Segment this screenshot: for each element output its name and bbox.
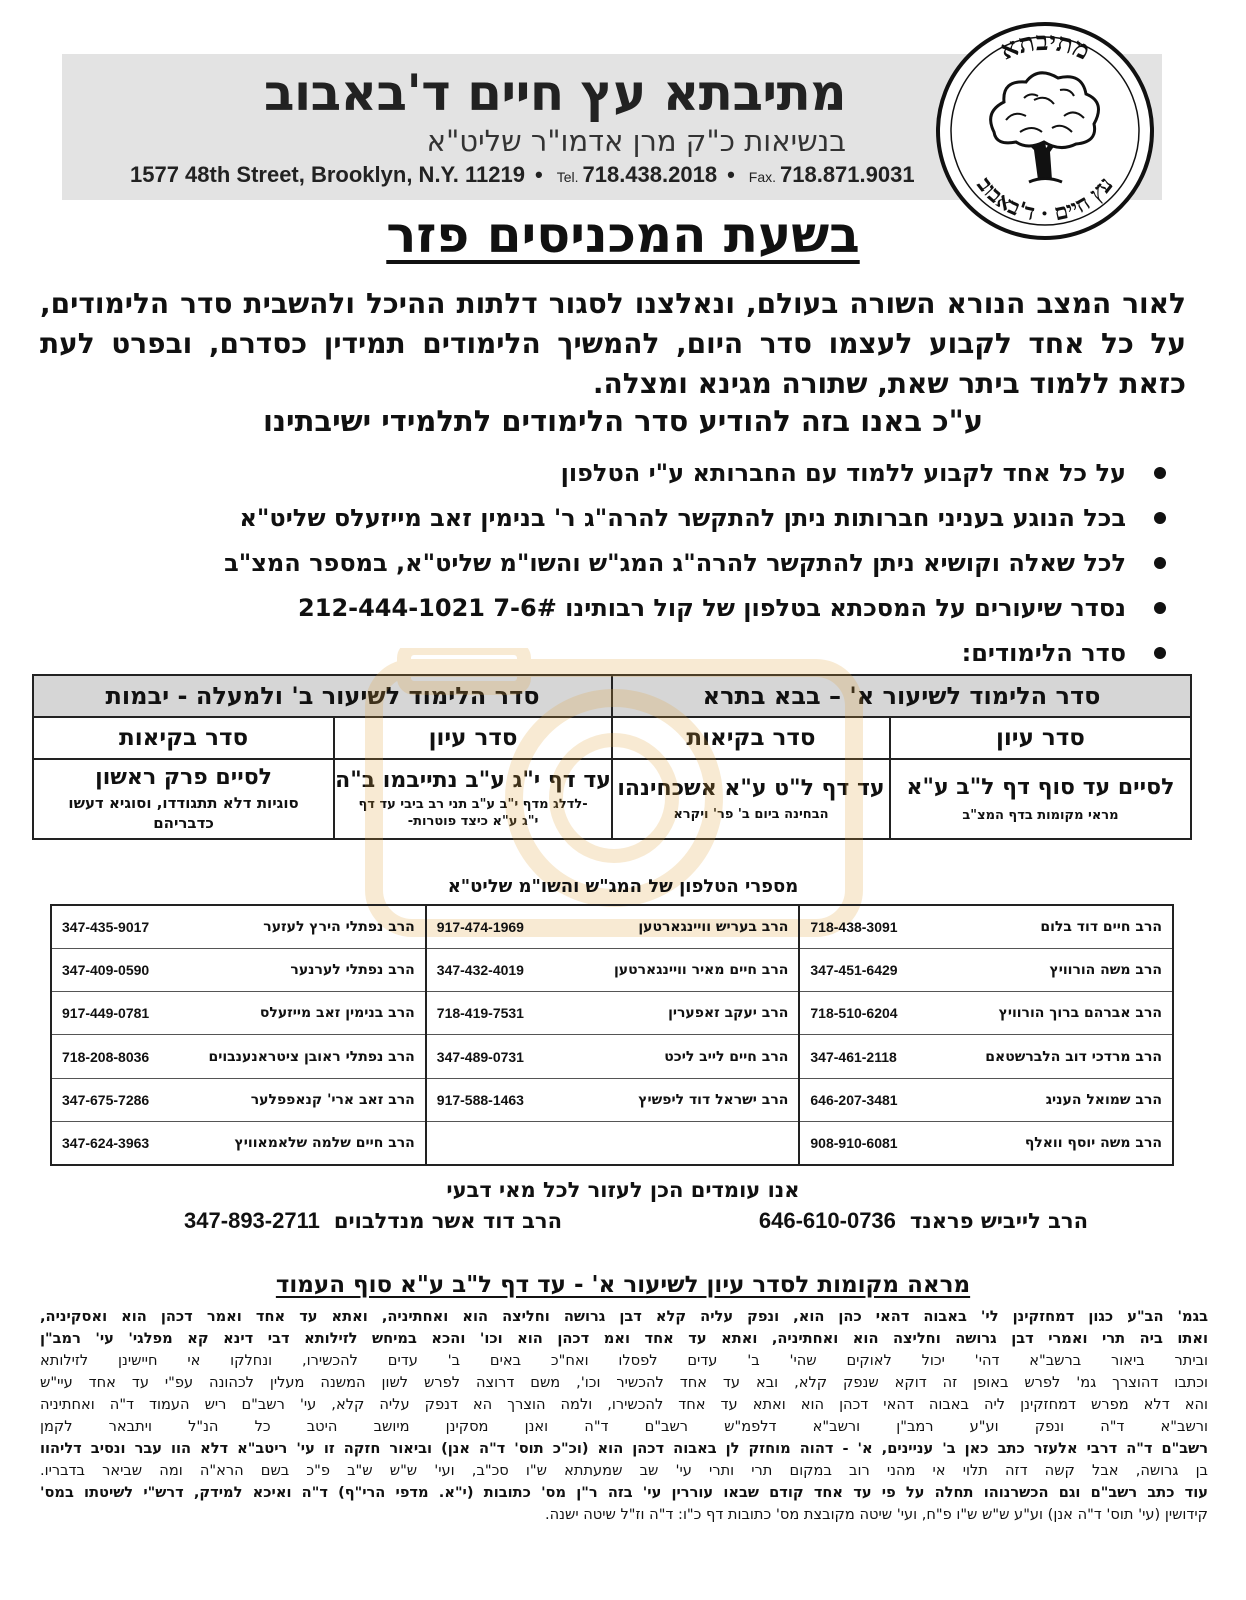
schedule-table xyxy=(32,674,1192,840)
bullet-dot-icon xyxy=(1154,602,1166,614)
phone-number: 718-510-6204 xyxy=(799,992,948,1035)
contact-name: הרב לייביש פראנד xyxy=(909,1209,1088,1233)
rabbi-name: הרב משה יוסף וואלף xyxy=(1024,1134,1162,1151)
phone-number: 347-675-7286 xyxy=(51,1078,201,1121)
help-text: אנו עומדים הכן לעזור לכל מאי דבעי xyxy=(446,1178,800,1202)
rabbi-name: הרב חיים מאיר וויינגארטען xyxy=(575,949,799,992)
b-bekiyus-main: לסיים פרק ראשון xyxy=(95,765,272,790)
bullet-dot-icon xyxy=(1154,557,1166,569)
phone-number: 718-419-7531 xyxy=(426,992,575,1035)
contact-phone: 347-893-2711 xyxy=(184,1208,320,1233)
source-line: ורשב"א ד"ה ונפק וע"ע רמב"ן ורשב"א דלפמ"ש רשב"ם ד"ה ואנן מסקינן מיושב היטב כל הנ"ל ויתבאר לקמן xyxy=(40,1418,1208,1435)
bullet-list xyxy=(96,450,1176,675)
org-name: מתיבתא עץ חיים ד'באבוב xyxy=(263,64,846,122)
rabbi-name: הרב נפתלי ראובן ציטראנענבוים xyxy=(201,1035,425,1078)
phone-number: 347-624-3963 xyxy=(62,1134,150,1151)
a-bekiyus-note: הבחינה ביום ב' פר' ויקרא xyxy=(673,806,829,822)
a-iyun-note: מראי מקומות בדף המצ"ב xyxy=(962,807,1119,823)
logo-bottom-text: עץ חיים · ד'באבוב xyxy=(971,172,1119,228)
contact-name: הרב דוד אשר מנדלבוים xyxy=(333,1209,562,1233)
org-subtitle: בנשיאות כ"ק מרן אדמו"ר שליט"א xyxy=(426,124,846,158)
rabbi-name: הרב ישראל דוד ליפשיץ xyxy=(575,1078,799,1121)
table-row xyxy=(51,905,1173,949)
phone-number: 718-438-3091 xyxy=(799,905,948,949)
intro-paragraph xyxy=(40,284,1186,404)
phones-table xyxy=(50,904,1174,1166)
source-line: בן גרושה, אבל קשה דזה תלוי אי מהני רוב במקום תרי ותרי עי' שב שמעתתא ש"ו סכ"ב, ועי' ש"ש ש"ב פ"כ בשם הרא"ה ומה שביאר בדבריו. xyxy=(40,1462,1208,1479)
tel-number: 718.438.2018 xyxy=(582,162,718,187)
a-iyun-cell xyxy=(890,759,1191,839)
address-line: 1577 48th Street, Brooklyn, N.Y. 11219 • Tel. 718.438.2018 • Fax. 718.871.9031 xyxy=(130,162,915,187)
source-line: בגמ' הב"ע כגון דמחזקינן לי' באבוה דהאי כהן הוא, ונפק עליה קלא דבן גרושה וחליצה הוא ואחתיניה, ואתא עד אחד ואמר דכהן הוא ואסקיניה, xyxy=(40,1308,1208,1325)
a-bekiyus-cell xyxy=(612,759,890,839)
bullet-dot-icon xyxy=(1154,467,1166,479)
sources-title-text: מראה מקומות לסדר עיון לשיעור א' - עד דף ל"ב ע"א סוף העמוד xyxy=(275,1272,971,1298)
source-line: ואתו ביה תרי ואמרי דבן גרושה וחליצה הוא ואחתיניה, ואתא עד אחד ואמ דכהן הוא וכו' והכא במיחש לזילותא דבי דינא קא מפלגי' עי' רמב"ן xyxy=(40,1330,1208,1347)
b-bekiyus-note: סוגיות דלא תתגודדו, וסוגיא דעשו כדבריהם xyxy=(68,794,299,832)
bullet-dot-icon xyxy=(1154,647,1166,659)
col-bekiyus-header: סדר בקיאות xyxy=(612,717,890,759)
source-line: עוד כתב רשב"ם וגם הכשרנוהו תחלה על פי עד אחד קודם שבאו עוררין עי' בזה ר"ן מס' כתובות (י"א. מדפי הרי"ף) ד"ה ואיכא למידק, דרש"י לשיטתו במס' xyxy=(40,1484,1208,1501)
bullet-item xyxy=(96,585,1176,630)
rabbi-name: הרב חיים דוד בלום xyxy=(949,905,1173,949)
a-iyun-main: לסיים עד סוף דף ל"ב ע"א xyxy=(906,774,1175,800)
logo-top-text: מתיבתא xyxy=(995,26,1095,67)
address: 1577 48th Street, Brooklyn, N.Y. 11219 xyxy=(130,162,525,187)
col-iyun-header: סדר עיון xyxy=(890,717,1191,759)
contact-item xyxy=(184,1208,562,1234)
rabbi-name: הרב יעקב זאפערין xyxy=(575,992,799,1035)
phone-number: 917-449-0781 xyxy=(51,992,201,1035)
intro-line: על כל אחד לקבוע לעצמו סדר היום, להמשיך הלימודים תמידין כסדרם, ובפרט לעת xyxy=(40,327,1186,360)
source-line: רשב"ם ד"ה דרבי אלעזר כתב כאן ב' עניינים, א' - דהוה מוחזק לן באבוה דכהן הוא (וכ"כ תוס' ד"ה אנן) וביאור חזקה זו עי' ריטב"א דלא הוו עבר ונסיב דליהוו xyxy=(40,1440,1208,1457)
bullet-text: נסדר שיעורים על המסכתא בטלפון של קול רבותינו 7-6# 212-444-1021 xyxy=(298,593,1126,622)
group-a-title: סדר הלימוד לשיעור א' – בבא בתרא xyxy=(612,675,1191,717)
rabbi-name: הרב בנימין זאב מייזעלס xyxy=(201,992,425,1035)
b-iyun-note: -לדלג מדף י"ב ע"ב תני רב ביבי עד דף י"ג ע"א כיצד פוטרות- xyxy=(358,797,588,829)
rabbi-name: הרב בעריש וויינגארטען xyxy=(575,905,799,949)
fax-label: Fax. xyxy=(748,169,776,185)
table-row xyxy=(51,992,1173,1035)
table-row xyxy=(51,1035,1173,1078)
bullet-text: סדר הלימודים: xyxy=(961,638,1126,667)
phone-number: 347-461-2118 xyxy=(799,1035,948,1078)
contact-item xyxy=(759,1208,1088,1234)
b-bekiyus-cell xyxy=(33,759,334,839)
bullet-item xyxy=(96,495,1176,540)
phone-number: 347-432-4019 xyxy=(426,949,575,992)
rabbi-name: הרב זאב ארי' קנאפפלער xyxy=(201,1078,425,1121)
sources-title xyxy=(0,1272,1246,1298)
phone-number xyxy=(426,1121,575,1165)
a-bekiyus-main: עד דף ל"ט ע"א אשכחינהו xyxy=(617,775,885,801)
rabbi-name: הרב אברהם ברוך הורוויץ xyxy=(949,992,1173,1035)
phone-number: 347-409-0590 xyxy=(51,949,201,992)
rabbi-name: הרב משה הורוויץ xyxy=(949,949,1173,992)
col-iyun-header: סדר עיון xyxy=(334,717,612,759)
phone-number: 347-435-9017 xyxy=(51,905,201,949)
bullet-item xyxy=(96,630,1176,675)
phone-number: 347-489-0731 xyxy=(426,1035,575,1078)
bullet-item xyxy=(96,540,1176,585)
b-iyun-main: עד דף י"ג ע"ב נתייבמו ב"ה xyxy=(335,768,611,793)
main-title xyxy=(0,206,1246,264)
sources-text xyxy=(40,1306,1208,1526)
bullet-text: בכל הנוגע בעניני חברותות ניתן להתקשר להרה"ג ר' בנימין זאב מייזעלס שליט"א xyxy=(239,503,1126,532)
source-line: קידושין (עי' תוס' ד"ה אנן) וע"ע ש"ש ש"ו פ"ח, ועי' שיטה מקובצת מס' כתובות דף כ"ו: ד"ה וז"ל שיטה ישנה. xyxy=(545,1506,1208,1523)
group-b-title: סדר הלימוד לשיעור ב' ולמעלה - יבמות xyxy=(33,675,612,717)
table-row xyxy=(51,1078,1173,1121)
table-row xyxy=(51,949,1173,992)
source-line: וכתבו דהוצרך גמ' לפרש באופן זה דוקא שנפק קלא, ובא עד אחד להכשיר וכו', משם דרוצה לפרש לשון המשנה מעלין לכהונה עפ"י עד אחד עיי"ש xyxy=(40,1374,1208,1391)
phones-title: מספרי הטלפון של המג"ש והשו"מ שליט"א xyxy=(447,876,799,897)
phone-number: 917-588-1463 xyxy=(426,1078,575,1121)
phone-number: 718-208-8036 xyxy=(51,1035,201,1078)
rabbi-name: הרב שמואל העניג xyxy=(949,1078,1173,1121)
col-bekiyus-header: סדר בקיאות xyxy=(33,717,334,759)
phone-number: 908-910-6081 xyxy=(810,1134,898,1151)
phone-number: 347-451-6429 xyxy=(799,949,948,992)
main-title-text: בשעת המכניסים פזר xyxy=(386,206,860,264)
rabbi-name: הרב חיים לייב ליכט xyxy=(575,1035,799,1078)
phone-number: 646-207-3481 xyxy=(799,1078,948,1121)
rabbi-name xyxy=(575,1121,799,1165)
source-line: והא דלא מפרש דמחזקינן ליה באבוה דהאי דכהן הוא ואתא עד אחד להכשירו, ולמה הוצרך הא דנפק עליה קלא, עי' רשב"ם ריש העמוד ד"ה ואחתיניה xyxy=(40,1396,1208,1413)
tel-label: Tel. xyxy=(556,169,579,185)
announcement: ע"כ באנו בזה להודיע סדר הלימודים לתלמידי ישיבתינו xyxy=(262,404,984,438)
fax-number: 718.871.9031 xyxy=(780,162,915,187)
bullet-dot-icon xyxy=(1154,512,1166,524)
b-iyun-cell xyxy=(334,759,612,839)
bullet-item xyxy=(96,450,1176,495)
rabbi-name: הרב נפתלי הירץ לעזער xyxy=(201,905,425,949)
rabbi-name: הרב חיים שלמה שלאמאוויץ xyxy=(201,1121,425,1165)
intro-line: כזאת ללמוד ביתר שאת, שתורה מגינא ומצלה. xyxy=(592,367,1186,400)
phone-number: 917-474-1969 xyxy=(426,905,575,949)
contact-phone: 646-610-0736 xyxy=(758,1208,896,1233)
source-line: וביתר ביאור ברשב"א דהי' יכול לאוקים שהי' ב' עדים לפסלו ואח"כ באים ב' עדים להכשירו, ונחלקו אי חיישינן לזילותא xyxy=(40,1352,1208,1369)
bullet-text: לכל שאלה וקושיא ניתן להתקשר להרה"ג המג"ש והשו"מ שליט"א, במספר המצ"ב xyxy=(224,548,1126,577)
rabbi-name: הרב נפתלי לערנער xyxy=(201,949,425,992)
intro-line: לאור המצב הנורא השורה בעולם, ונאלצנו לסגור דלתות ההיכל ולהשבית סדר הלימודים, xyxy=(40,287,1186,320)
bullet-text: על כל אחד לקבוע ללמוד עם החברותא ע"י הטלפון xyxy=(560,458,1126,487)
rabbi-name: הרב מרדכי דוב הלברשטאם xyxy=(949,1035,1173,1078)
table-row xyxy=(51,1121,1173,1165)
